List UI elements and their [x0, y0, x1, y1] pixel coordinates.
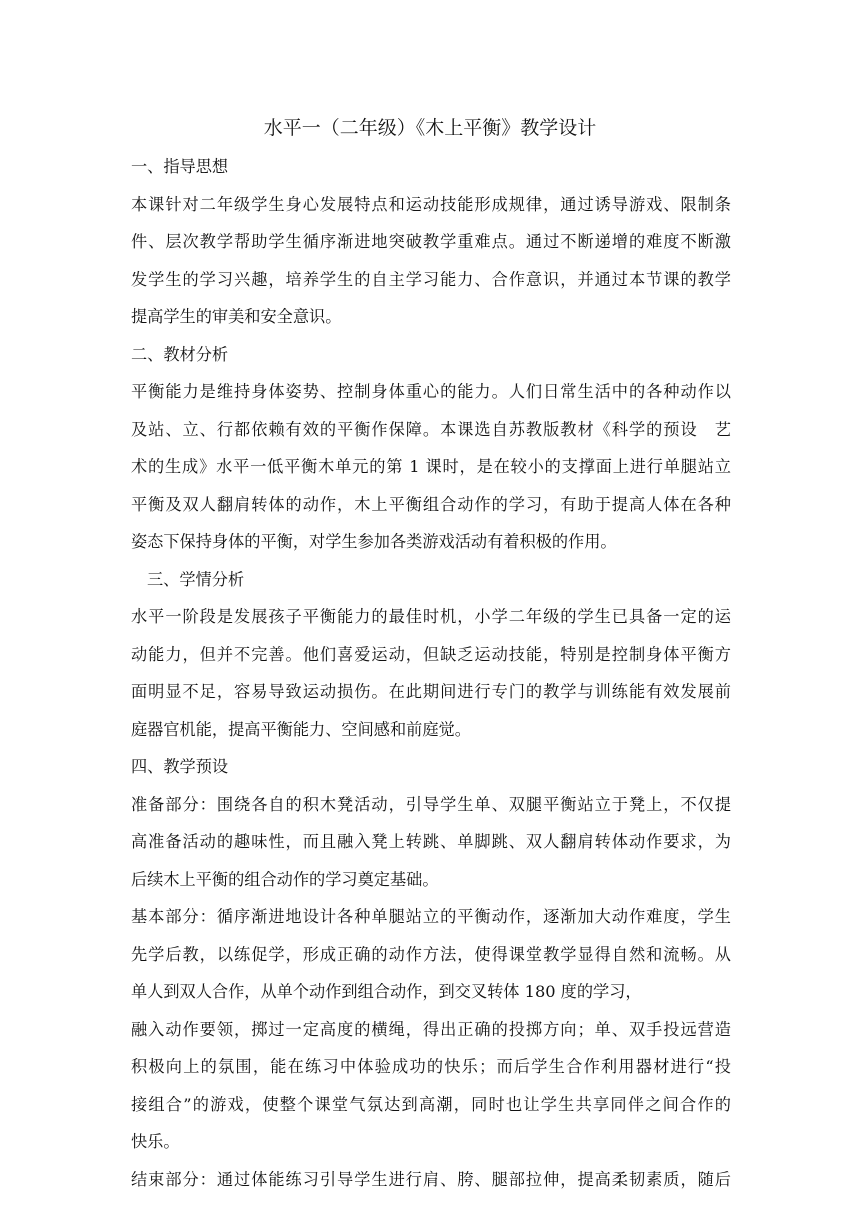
- body-line: 高准备活动的趣味性，而且融入凳上转跳、单脚跳、双人翻肩转体动作要求，为: [131, 832, 731, 851]
- body-line: 三、学情分析: [147, 569, 245, 589]
- body-line: 融入动作要领，掷过一定高度的横绳，得出正确的投掷方向；单、双手投远营造: [131, 1019, 731, 1039]
- body-line: 及站、立、行都依赖有效的平衡作保障。本课选自苏教版教材《科学的预设 艺: [131, 419, 731, 439]
- body-line: 四、教学预设: [131, 757, 229, 776]
- body-line: 接组合”的游戏，使整个课堂气氛达到高潮，同时也让学生共享同伴之间合作的: [131, 1094, 731, 1114]
- body-line: 动能力，但并不完善。他们喜爱运动，但缺乏运动技能，特别是控制身体平衡方: [131, 644, 731, 664]
- body-line: 发学生的学习兴趣，培养学生的自主学习能力、合作意识，并通过本节课的教学: [131, 269, 731, 289]
- body-line: 水平一阶段是发展孩子平衡能力的最佳时机，小学二年级的学生已具备一定的运: [131, 607, 731, 626]
- body-line: 平衡能力是维持身体姿势、控制身体重心的能力。人们日常生活中的各种动作以: [131, 382, 731, 401]
- body-line: 单人到双人合作，从单个动作到组合动作，到交叉转体 180 度的学习，: [131, 982, 642, 1001]
- body-line: 快乐。: [131, 1132, 180, 1151]
- body-line: 积极向上的氛围，能在练习中体验成功的快乐；而后学生合作利用器材进行“投: [131, 1057, 731, 1076]
- body-line: 本课针对二年级学生身心发展特点和运动技能形成规律，通过诱导游戏、限制条: [131, 194, 731, 214]
- body-line: 准备部分：围绕各自的积木凳活动，引导学生单、双腿平衡站立于凳上，不仅提: [131, 794, 731, 814]
- body-line: 术的生成》水平一低平衡木单元的第 1 课时，是在较小的支撑面上进行单腿站立: [131, 457, 731, 476]
- body-line: 面明显不足，容易导致运动损伤。在此期间进行专门的教学与训练能有效发展前: [131, 682, 731, 701]
- body-line: 二、教材分析: [131, 344, 229, 364]
- body-line: 基本部分：循序渐进地设计各种单腿站立的平衡动作，逐渐加大动作难度，学生: [131, 907, 731, 926]
- body-line: 结束部分：通过体能练习引导学生进行肩、胯、腿部拉伸，提高柔韧素质，随后: [131, 1169, 731, 1189]
- document-title: 水平一（二年级）《木上平衡》教学设计: [263, 117, 597, 139]
- body-line: 后续木上平衡的组合动作的学习奠定基础。: [131, 869, 439, 889]
- body-line: 件、层次教学帮助学生循序渐进地突破教学重难点。通过不断递增的难度不断激: [131, 232, 731, 251]
- body-line: 姿态下保持身体的平衡，对学生参加各类游戏活动有着积极的作用。: [131, 532, 617, 551]
- body-line: 提高学生的审美和安全意识。: [131, 307, 342, 326]
- document-body: [131, 152, 731, 1202]
- body-line: 平衡及双人翻肩转体的动作，木上平衡组合动作的学习，有助于提高人体在各种: [131, 494, 731, 514]
- body-line: 一、指导思想: [131, 157, 229, 176]
- body-line: 先学后教，以练促学，形成正确的动作方法，使得课堂教学显得自然和流畅。从: [131, 944, 731, 964]
- body-line: 庭器官机能，提高平衡能力、空间感和前庭觉。: [131, 719, 471, 739]
